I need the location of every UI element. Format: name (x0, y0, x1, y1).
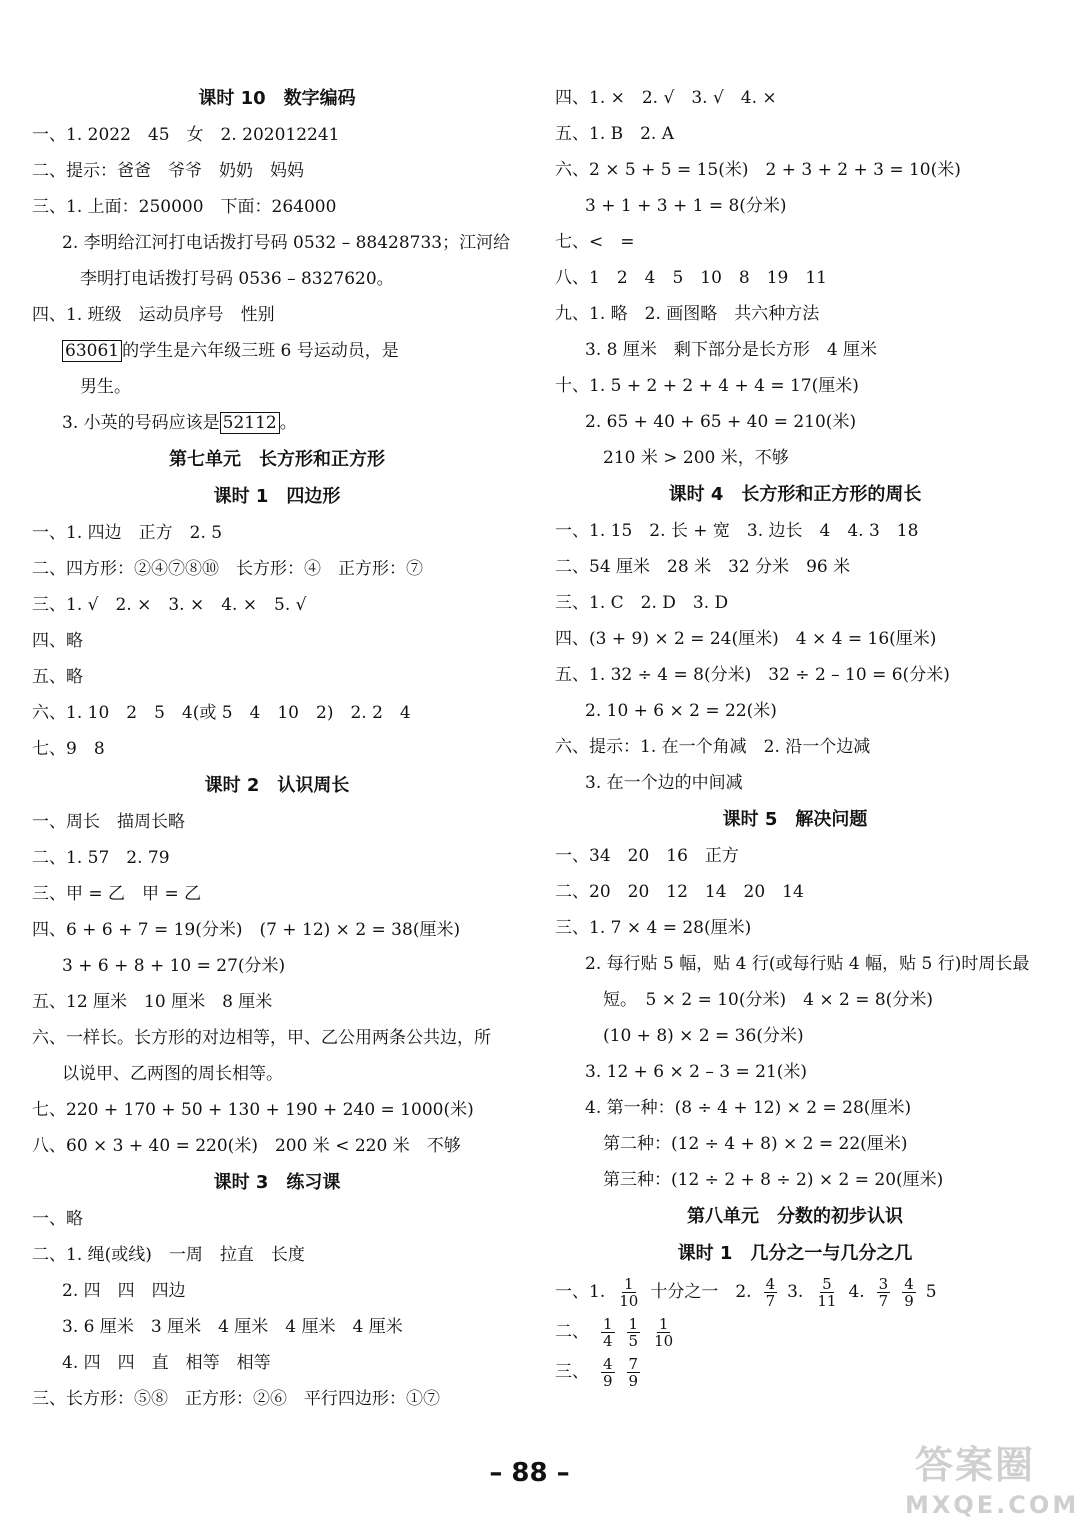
answer-line (32, 405, 522, 441)
answer-text: 的学生是六年级三班 6 号运动员，是 (122, 341, 399, 361)
answer-line: (10 + 8) × 2 = 36(分米) (603, 1026, 804, 1046)
answer-line: 四、6 + 6 + 7 = 19(分米) (7 + 12) × 2 = 38(厘米) (32, 920, 461, 940)
answer-line: 3. 6 厘米 3 厘米 4 厘米 4 厘米 4 厘米 (62, 1317, 403, 1337)
unit-title: 第八单元 分数的初步认识 (687, 1206, 903, 1227)
denominator: 10 (654, 1331, 674, 1350)
numerator: 1 (658, 1314, 669, 1333)
answer-line: 八、60 × 3 + 40 = 220(米) 200 米 < 220 米 不够 (32, 1136, 461, 1156)
answer-line: 三、甲 = 乙 甲 = 乙 (32, 884, 202, 904)
answer-text: 4. (848, 1282, 865, 1302)
answer-line: 四、(3 + 9) × 2 = 24(厘米) 4 × 4 = 16(厘米) (555, 629, 937, 649)
answer-line: 二、1. 绳(或线) 一周 拉直 长度 (32, 1245, 305, 1265)
answer-line: 二、提示：爸爸 爷爷 奶奶 妈妈 (32, 161, 304, 181)
answer-line: 三、1. C 2. D 3. D (555, 593, 729, 613)
answer-line: 第三种：(12 ÷ 2 + 8 ÷ 2) × 2 = 20(厘米) (603, 1170, 944, 1190)
fraction-answer-line (555, 1312, 1035, 1352)
answer-text: 一、1. (555, 1282, 606, 1302)
numerator: 1 (624, 1274, 634, 1293)
denominator: 7 (765, 1291, 776, 1310)
answer-text: 3. (787, 1282, 804, 1302)
fraction (601, 1356, 615, 1389)
fraction-answer-line (555, 1352, 1035, 1392)
numerator: 5 (822, 1274, 832, 1293)
denominator: 4 (603, 1331, 613, 1350)
page-number: – 88 – (489, 1458, 570, 1488)
answer-line: 短。 5 × 2 = 10(分米) 4 × 2 = 8(分米) (603, 990, 933, 1010)
answer-line: 三、1. 上面：250000 下面：264000 (32, 197, 337, 217)
answer-line: 五、1. B 2. A (555, 124, 675, 144)
fraction (601, 1316, 615, 1349)
answer-text: 3. 小英的号码应该是 (62, 413, 220, 433)
fraction (652, 1316, 675, 1349)
answer-line: 九、1. 略 2. 画图略 共六种方法 (555, 304, 820, 324)
answer-line: 210 米 > 200 米，不够 (603, 448, 789, 468)
answer-line: 三、1. √ 2. × 3. × 4. × 5. √ (32, 595, 307, 615)
answer-line: 一、1. 15 2. 长 + 宽 3. 边长 4 4. 3 18 (555, 521, 919, 541)
answer-line: 二、20 20 12 14 20 14 (555, 882, 804, 902)
numerator: 4 (904, 1274, 914, 1293)
answer-text: 5 (925, 1282, 937, 1302)
lesson-title: 课时 1 几分之一与几分之几 (677, 1243, 913, 1264)
lesson-title: 课时 3 练习课 (213, 1172, 341, 1193)
numerator: 3 (878, 1274, 889, 1293)
answer-line: 以说甲、乙两图的周长相等。 (62, 1064, 283, 1084)
answer-line: 2. 每行贴 5 幅，贴 4 行(或每行贴 4 幅，贴 5 行)时周长最 (585, 954, 1030, 974)
watermark-text: 答案圈 (914, 1443, 1035, 1487)
numerator: 1 (603, 1314, 613, 1333)
answer-line: 3. 8 厘米 剩下部分是长方形 4 厘米 (585, 340, 878, 360)
answer-text: 二、 (555, 1322, 589, 1342)
answer-line: 三、长方形：⑤⑧ 正方形：②⑥ 平行四边形：①⑦ (32, 1389, 440, 1409)
answer-line: 六、一样长。长方形的对边相等，甲、乙公用两条公共边，所 (32, 1028, 491, 1048)
answer-line: 2. 四 四 四边 (62, 1281, 186, 1301)
fraction-answer-line (555, 1272, 1035, 1312)
fraction (764, 1276, 778, 1309)
answer-line: 五、1. 32 ÷ 4 = 8(分米) 32 ÷ 2 – 10 = 6(分米) (555, 665, 950, 685)
answer-line: 五、略 (32, 667, 83, 687)
answer-line: 一、1. 四边 正方 2. 5 (32, 523, 223, 543)
answer-line: 2. 65 + 40 + 65 + 40 = 210(米) (585, 412, 857, 432)
denominator: 11 (817, 1291, 837, 1310)
answer-text: 。 (279, 413, 297, 433)
answer-line: 3. 在一个边的中间减 (585, 773, 743, 793)
answer-line: 四、1. 班级 运动员序号 性别 (32, 305, 275, 325)
numerator: 4 (765, 1274, 776, 1293)
answer-line: 六、1. 10 2 5 4(或 5 4 10 2) 2. 2 4 (32, 703, 411, 723)
fraction (617, 1276, 640, 1309)
answer-line: 三、1. 7 × 4 = 28(厘米) (555, 918, 752, 938)
answer-line: 二、四方形：②④⑦⑧⑩ 长方形：④ 正方形：⑦ (32, 559, 423, 579)
right-column (555, 80, 1035, 1392)
answer-line: 七、< = (555, 232, 635, 252)
denominator: 10 (619, 1291, 639, 1310)
answer-line: 一、34 20 16 正方 (555, 846, 739, 866)
left-column (32, 80, 522, 1417)
answer-line: 四、略 (32, 631, 83, 651)
lesson-title: 课时 2 认识周长 (204, 775, 350, 796)
boxed-number: 52112 (220, 412, 280, 434)
answer-line: 第二种：(12 ÷ 4 + 8) × 2 = 22(厘米) (603, 1134, 908, 1154)
answer-line: 六、提示：1. 在一个角减 2. 沿一个边减 (555, 737, 871, 757)
answer-line: 2. 10 + 6 × 2 = 22(米) (585, 701, 777, 721)
answer-line: 七、220 + 170 + 50 + 130 + 190 + 240 = 1000(米) (32, 1100, 474, 1120)
denominator: 9 (628, 1371, 639, 1390)
watermark-logo (905, 1440, 1079, 1528)
answer-line: 2. 李明给江河打电话拨打号码 0532 – 88428733；江河给 (62, 233, 511, 253)
answer-line (32, 333, 522, 369)
answer-line: 4. 第一种：(8 ÷ 4 + 12) × 2 = 28(厘米) (585, 1098, 912, 1118)
answer-line: 七、9 8 (32, 739, 105, 759)
answer-line: 3. 12 + 6 × 2 – 3 = 21(米) (585, 1062, 808, 1082)
unit-title: 第七单元 长方形和正方形 (169, 449, 385, 470)
fraction (877, 1276, 891, 1309)
answer-line: 六、2 × 5 + 5 = 15(米) 2 + 3 + 2 + 3 = 10(米) (555, 160, 961, 180)
lesson-title: 课时 10 数字编码 (198, 88, 356, 109)
answer-line: 李明打电话拨打号码 0536 – 8327620。 (80, 269, 394, 289)
boxed-number: 63061 (62, 340, 122, 362)
answer-line: 八、1 2 4 5 10 8 19 11 (555, 268, 827, 288)
denominator: 9 (603, 1371, 613, 1390)
answer-text: 三、 (555, 1362, 589, 1382)
numerator: 4 (603, 1354, 613, 1373)
numerator: 7 (628, 1354, 639, 1373)
denominator: 9 (904, 1291, 914, 1310)
lesson-title: 课时 1 四边形 (213, 486, 341, 507)
answer-line: 4. 四 四 直 相等 相等 (62, 1353, 271, 1373)
answer-line: 3 + 1 + 3 + 1 = 8(分米) (585, 196, 787, 216)
answer-line: 二、54 厘米 28 米 32 分米 96 米 (555, 557, 851, 577)
answer-line: 二、1. 57 2. 79 (32, 848, 170, 868)
watermark-url: MXQE.COM (905, 1491, 1079, 1519)
denominator: 5 (628, 1331, 639, 1350)
fraction (627, 1356, 641, 1389)
fraction (815, 1276, 838, 1309)
answer-text: 十分之一 2. (650, 1282, 752, 1302)
fraction (627, 1316, 641, 1349)
fraction (902, 1276, 916, 1309)
answer-line: 男生。 (80, 377, 131, 397)
answer-line: 五、12 厘米 10 厘米 8 厘米 (32, 992, 273, 1012)
answer-line: 一、1. 2022 45 女 2. 202012241 (32, 125, 340, 145)
answer-line: 3 + 6 + 8 + 10 = 27(分米) (62, 956, 286, 976)
lesson-title: 课时 4 长方形和正方形的周长 (668, 484, 922, 505)
numerator: 1 (628, 1314, 639, 1333)
answer-line: 四、1. × 2. √ 3. √ 4. × (555, 88, 777, 108)
lesson-title: 课时 5 解决问题 (722, 809, 868, 830)
denominator: 7 (878, 1291, 889, 1310)
answer-line: 一、略 (32, 1209, 83, 1229)
answer-line: 一、周长 描周长略 (32, 812, 185, 832)
answer-line: 十、1. 5 + 2 + 2 + 4 + 4 = 17(厘米) (555, 376, 859, 396)
